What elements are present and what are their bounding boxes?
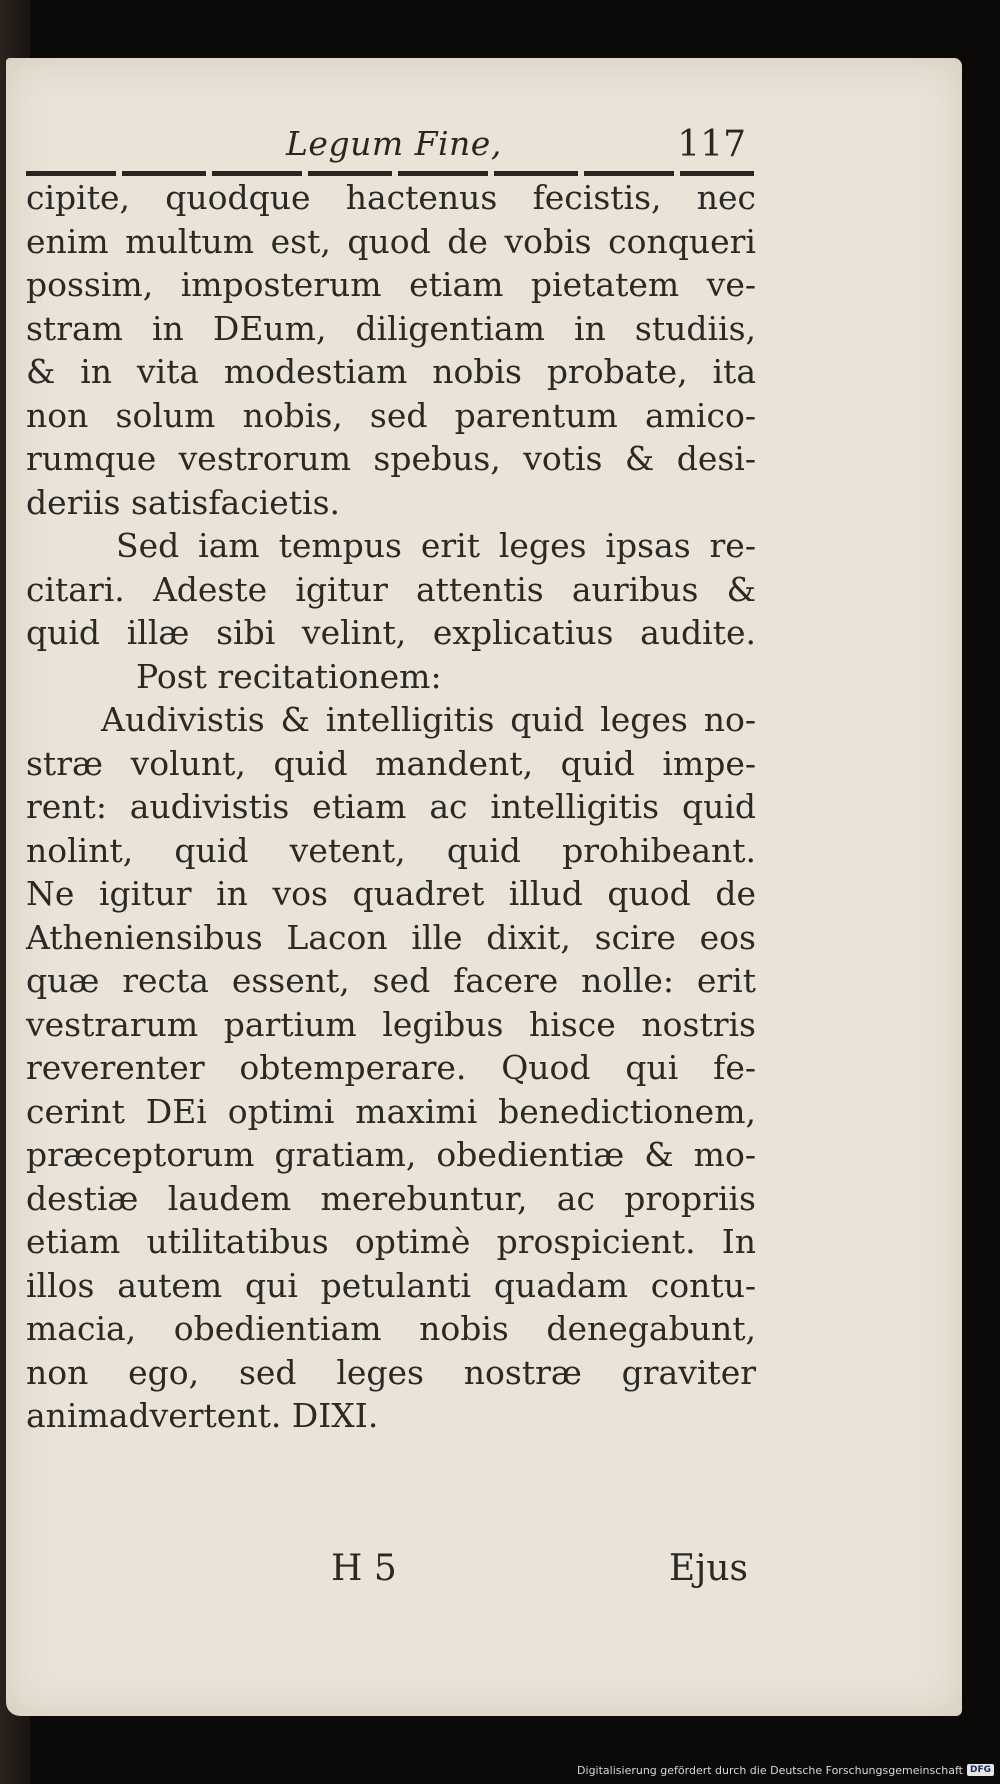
text-line: non ego, sed leges nostræ graviter — [26, 1352, 756, 1392]
section-heading: Post recitationem: — [136, 656, 442, 696]
text-line: quid illæ sibi velint, explicatius audite. — [26, 613, 756, 652]
text-line: reverenter obtemperare. Quod qui fe- — [26, 1048, 756, 1087]
text-line: stræ volunt, quid mandent, quid impe- — [26, 743, 756, 783]
text-line: quæ recta essent, sed facere nolle: erit — [26, 961, 756, 1000]
text-line: Audivistis & intelligitis quid leges no- — [101, 700, 756, 739]
text-line: rent: audivistis etiam ac intelligitis quid — [26, 787, 756, 826]
text-line: possim, imposterum etiam pietatem ve- — [26, 265, 756, 304]
text-line: deriis satisfacietis. — [26, 482, 341, 522]
text-line: & in vita modestiam nobis probate, ita — [26, 352, 756, 391]
text-line: enim multum est, quod de vobis conqueri — [26, 221, 756, 261]
page-number: 117 — [677, 124, 746, 165]
signature-mark: H 5 — [331, 1548, 397, 1589]
text-line: cipite, quodque hactenus fecistis, nec — [26, 178, 756, 217]
text-line: Sed iam tempus erit leges ipsas re- — [116, 526, 756, 565]
text-line: etiam utilitatibus optimè prospicient. In — [26, 1222, 756, 1261]
text-line: animadvertent. DIXI. — [26, 1396, 379, 1435]
text-line: nolint, quid vetent, quid prohibeant. — [26, 830, 756, 870]
catchword: Ejus — [668, 1548, 748, 1589]
text-line: cerint DEi optimi maximi benedictionem, — [26, 1091, 756, 1131]
text-line: macia, obedientiam nobis denegabunt, — [26, 1309, 756, 1348]
text-line: Ne igitur in vos quadret illud quod de — [26, 874, 756, 913]
text-line: vestrarum partium legibus hisce nostris — [26, 1004, 756, 1044]
text-line: præceptorum gratiam, obedientiæ & mo- — [26, 1135, 756, 1174]
text-line: stram in DEum, diligentiam in studiis, — [26, 308, 756, 348]
text-line: rumque vestrorum spebus, votis & desi- — [26, 439, 756, 478]
text-line: non solum nobis, sed parentum amico- — [26, 395, 756, 435]
running-title: Legum Fine, — [286, 124, 502, 163]
dfg-logo: DFG — [967, 1764, 994, 1776]
book-page — [6, 58, 962, 1716]
running-head — [26, 120, 756, 170]
text-line: Atheniensibus Lacon ille dixit, scire eos — [26, 917, 756, 957]
funding-credit — [577, 1760, 994, 1780]
text-line: illos autem qui petulanti quadam contu- — [26, 1265, 756, 1305]
page-footer — [26, 1548, 756, 1598]
text-line: citari. Adeste igitur attentis auribus & — [26, 569, 756, 609]
credit-text: Digitalisierung gefördert durch die Deutsche Forschungsgemeinschaft — [577, 1763, 963, 1777]
body-text — [26, 176, 756, 1438]
text-line: destiæ laudem merebuntur, ac propriis — [26, 1178, 756, 1218]
